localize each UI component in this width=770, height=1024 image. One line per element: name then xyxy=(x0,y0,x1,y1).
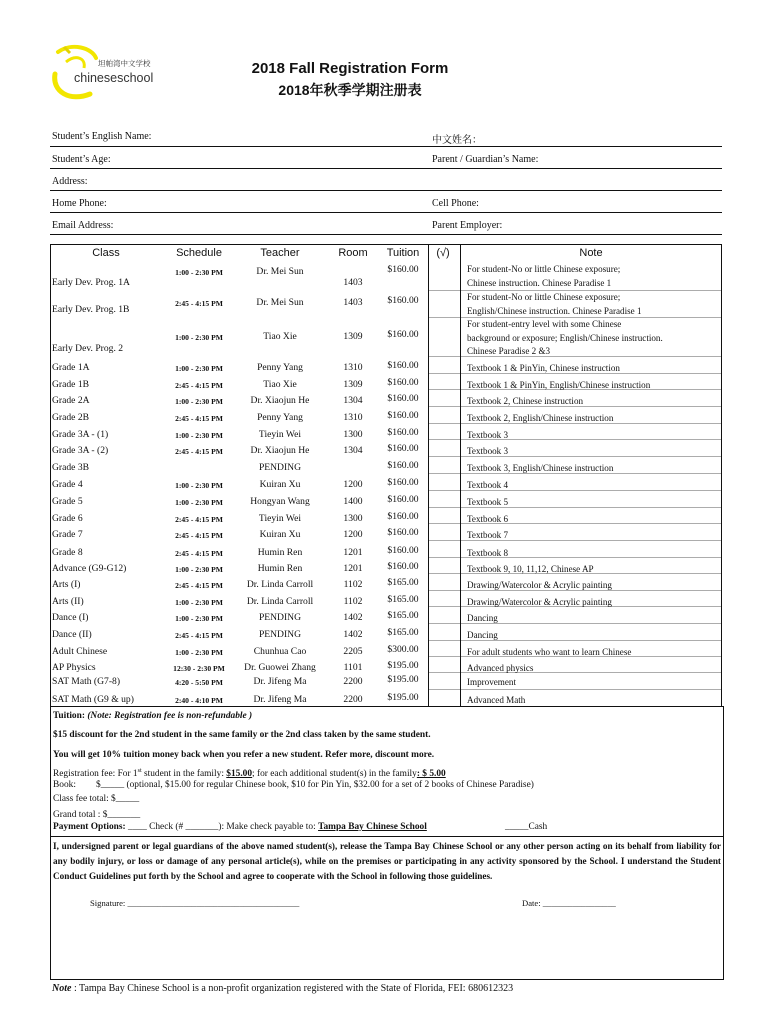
enroll-checkbox[interactable] xyxy=(430,390,458,405)
tuition-heading-label: Tuition: xyxy=(53,711,85,721)
book-label: Book: xyxy=(53,780,76,790)
tuition: $160.00 xyxy=(387,360,419,371)
schedule: 12:30 - 2:30 PM xyxy=(173,664,225,673)
tuition: $160.00 xyxy=(387,511,419,522)
teacher: Kuiran Xu xyxy=(259,529,301,540)
enroll-checkbox[interactable] xyxy=(430,407,458,422)
note-text: For student-entry level with some Chinese xyxy=(467,319,622,329)
school-logo xyxy=(52,44,164,100)
table-column-line xyxy=(460,244,461,706)
note-text: Textbook 4 xyxy=(467,480,509,490)
room: 1310 xyxy=(343,412,363,423)
note-text: Dancing xyxy=(467,630,498,640)
teacher: Dr. Linda Carroll xyxy=(246,579,314,590)
note-text: Textbook 1 & PinYin, English/Chinese instruction xyxy=(467,380,651,390)
note-text: Dancing xyxy=(467,613,498,623)
payable-to: Tampa Bay Chinese School xyxy=(318,822,427,832)
enroll-checkbox[interactable] xyxy=(430,558,458,572)
enroll-checkbox[interactable] xyxy=(430,474,458,489)
enroll-checkbox[interactable] xyxy=(430,574,458,589)
column-header-tuition: Tuition xyxy=(386,247,420,259)
room: 1403 xyxy=(343,297,363,308)
teacher: Dr. Guowei Zhang xyxy=(244,662,316,673)
class-fee-total-field[interactable]: Class fee total: $_____ xyxy=(53,794,140,804)
class-name: Grade 7 xyxy=(52,529,83,540)
registration-fee-prefix: Registration fee: For 1 xyxy=(53,769,138,780)
enroll-checkbox[interactable] xyxy=(430,657,458,671)
room: 1304 xyxy=(343,445,363,456)
note-text: For adult students who want to learn Chinese xyxy=(467,647,632,657)
note-text: background or exposure; English/Chinese instruction. xyxy=(467,332,663,343)
logo-english-text: chineseschool xyxy=(74,71,154,85)
table-row-line xyxy=(428,689,722,690)
class-name: Grade 5 xyxy=(52,496,83,507)
room: 1200 xyxy=(343,529,363,540)
schedule: 1:00 - 2:30 PM xyxy=(175,268,223,277)
teacher: Dr. Mei Sun xyxy=(256,266,304,277)
room: 1310 xyxy=(343,362,363,373)
class-name: Dance (II) xyxy=(52,629,92,640)
teacher: Hongyan Wang xyxy=(250,496,310,507)
teacher: PENDING xyxy=(258,462,302,473)
teacher: Dr. Linda Carroll xyxy=(246,596,314,607)
tuition: $160.00 xyxy=(387,460,419,471)
divider xyxy=(50,234,722,235)
room: 1300 xyxy=(343,513,363,524)
parent-employer-label: Parent Employer: xyxy=(432,220,503,231)
note-text: For student-No or little Chinese exposure; xyxy=(467,264,621,274)
note-text: Chinese instruction. Chinese Paradise 1 xyxy=(467,277,612,288)
discount-line: $15 discount for the 2nd student in the same family or the 2nd class taken by the same student. xyxy=(53,730,431,740)
note-text: English/Chinese instruction. Chinese Paradise 1 xyxy=(467,305,642,316)
tuition: $160.00 xyxy=(387,295,419,306)
room: 1101 xyxy=(343,662,363,673)
tuition: $195.00 xyxy=(387,674,419,685)
registration-fee-mid: student in the family: xyxy=(141,769,227,780)
note-text: Textbook 3 xyxy=(467,430,509,440)
teacher: Tiao Xie xyxy=(263,379,297,390)
room: 2205 xyxy=(343,646,363,657)
schedule: 1:00 - 2:30 PM xyxy=(175,333,223,342)
class-name: SAT Math (G7-8) xyxy=(52,676,121,687)
teacher: Penny Yang xyxy=(257,412,303,423)
enroll-checkbox[interactable] xyxy=(430,263,458,289)
note-text: Textbook 5 xyxy=(467,497,509,507)
column-header-teacher: Teacher xyxy=(260,247,300,259)
parent-guardian-label: Parent / Guardian’s Name: xyxy=(432,154,539,165)
tuition: $165.00 xyxy=(387,577,419,588)
student-english-name-label: Student’s English Name: xyxy=(52,131,152,142)
note-text: Textbook 2, English/Chinese instruction xyxy=(467,413,614,423)
schedule: 1:00 - 2:30 PM xyxy=(175,364,223,373)
room: 1304 xyxy=(343,395,363,406)
schedule: 2:45 - 4:15 PM xyxy=(175,531,223,540)
teacher: PENDING xyxy=(258,612,302,623)
form-title: 2018 Fall Registration Form xyxy=(251,60,449,77)
room: 1201 xyxy=(343,563,363,574)
schedule: 2:45 - 4:15 PM xyxy=(175,414,223,423)
schedule: 1:00 - 2:30 PM xyxy=(175,397,223,406)
class-name: Arts (I) xyxy=(52,579,81,590)
room: 1102 xyxy=(343,596,363,607)
room: 1402 xyxy=(343,612,363,623)
enroll-checkbox[interactable] xyxy=(430,357,458,372)
class-name: Dance (I) xyxy=(52,612,89,623)
payment-cash-field[interactable]: _____Cash xyxy=(505,822,548,832)
class-name: Grade 2B xyxy=(52,412,90,423)
room: 1309 xyxy=(343,379,363,390)
tuition: $195.00 xyxy=(387,660,419,671)
column-header-check: (√) xyxy=(436,247,450,259)
tuition: $160.00 xyxy=(387,410,419,421)
tuition: $160.00 xyxy=(387,443,419,454)
note-text: Textbook 6 xyxy=(467,514,509,524)
enroll-checkbox[interactable] xyxy=(430,291,458,316)
teacher: PENDING xyxy=(258,629,302,640)
payment-options xyxy=(53,822,427,833)
teacher: Humin Ren xyxy=(257,547,303,558)
enroll-checkbox[interactable] xyxy=(430,624,458,639)
schedule: 2:45 - 4:15 PM xyxy=(175,631,223,640)
tuition: $160.00 xyxy=(387,427,419,438)
class-name: Grade 1B xyxy=(52,379,90,390)
footer-note-text: : Tampa Bay Chinese School is a non-profit organization registered with the State of Florida, FEI: 680612323 xyxy=(71,983,514,994)
enroll-checkbox[interactable] xyxy=(430,541,458,556)
class-name: Early Dev. Prog. 1B xyxy=(52,304,130,315)
note-text: Advanced physics xyxy=(467,663,534,673)
class-name: Grade 6 xyxy=(52,513,83,524)
divider xyxy=(50,190,722,191)
column-header-schedule: Schedule xyxy=(176,247,222,259)
schedule: 2:45 - 4:15 PM xyxy=(175,515,223,524)
room: 1309 xyxy=(343,331,363,342)
class-name: Early Dev. Prog. 2 xyxy=(52,343,124,354)
note-text: Improvement xyxy=(467,677,516,687)
tuition: $165.00 xyxy=(387,594,419,605)
teacher: Dr. Jifeng Ma xyxy=(253,694,307,705)
cell-phone-label: Cell Phone: xyxy=(432,198,479,209)
schedule: 2:45 - 4:15 PM xyxy=(175,447,223,456)
referral-line: You will get 10% tuition money back when you refer a new student. Refer more, discount more. xyxy=(53,750,435,760)
registration-fee-sup: st xyxy=(137,768,142,774)
schedule: 2:45 - 4:15 PM xyxy=(175,299,223,308)
room: 1403 xyxy=(343,277,363,288)
room: 1400 xyxy=(343,496,363,507)
note-text: Textbook 1 & PinYin, Chinese instruction xyxy=(467,363,620,373)
teacher: Tiao Xie xyxy=(263,331,297,342)
divider xyxy=(50,212,722,213)
table-column-line xyxy=(50,244,51,706)
tuition: $195.00 xyxy=(387,692,419,703)
enroll-checkbox[interactable] xyxy=(430,457,458,472)
enroll-checkbox[interactable] xyxy=(430,318,458,355)
column-header-room: Room xyxy=(338,247,368,259)
teacher: Penny Yang xyxy=(257,362,303,373)
teacher: Dr. Jifeng Ma xyxy=(253,676,307,687)
note-text: For student-No or little Chinese exposure; xyxy=(467,292,621,302)
class-name: Early Dev. Prog. 1A xyxy=(52,277,130,288)
schedule: 1:00 - 2:30 PM xyxy=(175,431,223,440)
enroll-checkbox[interactable] xyxy=(430,524,458,539)
payment-check-field[interactable]: ____ Check (# _______): Make check payable to: xyxy=(125,822,319,832)
class-name: Advance (G9-G12) xyxy=(52,563,127,574)
teacher: Kuiran Xu xyxy=(259,479,301,490)
schedule: 1:00 - 2:30 PM xyxy=(175,498,223,507)
tuition: $160.00 xyxy=(387,377,419,388)
room: 1402 xyxy=(343,629,363,640)
schedule: 2:40 - 4:10 PM xyxy=(175,696,223,705)
class-name: Arts (II) xyxy=(52,596,84,607)
teacher: Dr. Mei Sun xyxy=(256,297,304,308)
schedule: 1:00 - 2:30 PM xyxy=(175,565,223,574)
footer-note-label: Note xyxy=(52,983,72,994)
table-column-line xyxy=(721,244,722,706)
note-text: Textbook 8 xyxy=(467,548,509,558)
form-title-chinese: 2018年秋季学期注册表 xyxy=(278,82,422,98)
note-text: Advanced Math xyxy=(467,695,526,705)
enroll-checkbox[interactable] xyxy=(430,440,458,455)
tuition: $165.00 xyxy=(387,627,419,638)
footer-note xyxy=(52,983,513,994)
signature-field[interactable]: Signature: ________________________________________ xyxy=(90,898,300,908)
table-header-line xyxy=(50,244,722,245)
schedule: 1:00 - 2:30 PM xyxy=(175,614,223,623)
enroll-checkbox[interactable] xyxy=(430,374,458,388)
registration-fee-amount: $15.00 xyxy=(226,769,253,780)
schedule: 1:00 - 2:30 PM xyxy=(175,598,223,607)
teacher: Chunhua Cao xyxy=(253,646,307,657)
class-name: AP Physics xyxy=(52,662,96,673)
tuition: $160.00 xyxy=(387,561,419,572)
tuition: $160.00 xyxy=(387,545,419,556)
class-name: Grade 2A xyxy=(52,395,90,406)
tuition: $300.00 xyxy=(387,644,419,655)
note-text: Textbook 3 xyxy=(467,446,509,456)
class-name: Grade 1A xyxy=(52,362,90,373)
registration-fee-mid2: ; for each additional student(s) in the family xyxy=(252,769,417,780)
divider xyxy=(50,836,723,837)
book-fee-field[interactable]: $_____ (optional, $15.00 for regular Chinese book, $10 for Pin Yin, $32.00 for a set of 2 books of Chinese Paradise) xyxy=(96,780,534,790)
tuition: $160.00 xyxy=(387,477,419,488)
divider xyxy=(50,146,722,147)
enroll-checkbox[interactable] xyxy=(430,641,458,655)
chinese-name-label: 中文姓名： xyxy=(432,135,482,146)
class-name: Grade 8 xyxy=(52,547,83,558)
divider xyxy=(50,168,722,169)
teacher: Tieyin Wei xyxy=(258,513,302,524)
date-field[interactable]: Date: _________________ xyxy=(522,898,616,908)
liability-waiver: I, undersigned parent or legal guardians of the above named student(s), release the Tampa Bay Chinese School or any other person acting on its behalf from liability for any bodily injury, or loss or damage of any personal article(s), while on the premises or participating in any activity sponsored by the School. I understand the Student Conduct Guidelines put forth by the School and agree to cooperate with the School in following those guidelines. xyxy=(53,841,721,881)
note-text: Textbook 9, 10, 11,12, Chinese AP xyxy=(467,564,594,574)
enroll-checkbox[interactable] xyxy=(430,424,458,438)
column-header-class: Class xyxy=(92,247,120,259)
student-age-label: Student’s Age: xyxy=(52,154,111,165)
address-label: Address: xyxy=(52,176,88,187)
schedule: 4:20 - 5:50 PM xyxy=(175,678,223,687)
schedule: 2:45 - 4:15 PM xyxy=(175,549,223,558)
schedule: 2:45 - 4:15 PM xyxy=(175,581,223,590)
tuition: $160.00 xyxy=(387,329,419,340)
class-name: Adult Chinese xyxy=(52,646,108,657)
tuition: $165.00 xyxy=(387,610,419,621)
email-label: Email Address: xyxy=(52,220,114,231)
tuition-heading xyxy=(53,711,252,722)
class-name: SAT Math (G9 & up) xyxy=(52,694,134,705)
enroll-checkbox[interactable] xyxy=(430,508,458,522)
teacher: Dr. Xiaojun He xyxy=(250,395,310,406)
teacher: Tieyin Wei xyxy=(258,429,302,440)
room: 1102 xyxy=(343,579,363,590)
logo-chinese-text: 坦帕湾中文学校 xyxy=(98,59,151,68)
schedule: 2:45 - 4:15 PM xyxy=(175,381,223,390)
enroll-checkbox[interactable] xyxy=(430,491,458,506)
teacher: Dr. Xiaojun He xyxy=(250,445,310,456)
room: 2200 xyxy=(343,694,363,705)
registration-fee-line xyxy=(53,766,446,780)
class-name: Grade 3A - (2) xyxy=(52,445,109,456)
payment-options-label: Payment Options: xyxy=(53,822,126,832)
grand-total-field[interactable]: Grand total : $_______ xyxy=(53,810,141,820)
tuition: $160.00 xyxy=(387,527,419,538)
schedule: 1:00 - 2:30 PM xyxy=(175,648,223,657)
enroll-checkbox[interactable] xyxy=(430,591,458,605)
schedule: 1:00 - 2:30 PM xyxy=(175,481,223,490)
table-column-line xyxy=(428,244,429,706)
note-text: Textbook 2, Chinese instruction xyxy=(467,396,584,406)
note-text: Chinese Paradise 2 &3 xyxy=(467,346,551,356)
additional-fee-amount: : $ 5.00 xyxy=(416,769,446,780)
tuition: $160.00 xyxy=(387,494,419,505)
tuition-heading-note: (Note: Registration fee is non-refundable ) xyxy=(87,711,253,721)
tuition: $160.00 xyxy=(387,393,419,404)
home-phone-label: Home Phone: xyxy=(52,198,107,209)
note-text: Drawing/Watercolor & Acrylic painting xyxy=(467,580,612,590)
room: 1201 xyxy=(343,547,363,558)
enroll-checkbox[interactable] xyxy=(430,673,458,688)
room: 1300 xyxy=(343,429,363,440)
room: 1200 xyxy=(343,479,363,490)
class-name: Grade 3B xyxy=(52,462,90,473)
class-name: Grade 4 xyxy=(52,479,83,490)
teacher: Humin Ren xyxy=(257,563,303,574)
note-text: Drawing/Watercolor & Acrylic painting xyxy=(467,597,612,607)
note-text: Textbook 7 xyxy=(467,530,509,540)
class-name: Grade 3A - (1) xyxy=(52,429,109,440)
enroll-checkbox[interactable] xyxy=(430,690,458,705)
enroll-checkbox[interactable] xyxy=(430,607,458,622)
room: 2200 xyxy=(343,676,363,687)
column-header-note: Note xyxy=(579,247,603,259)
note-text: Textbook 3, English/Chinese instruction xyxy=(467,463,614,473)
tuition: $160.00 xyxy=(387,264,419,275)
